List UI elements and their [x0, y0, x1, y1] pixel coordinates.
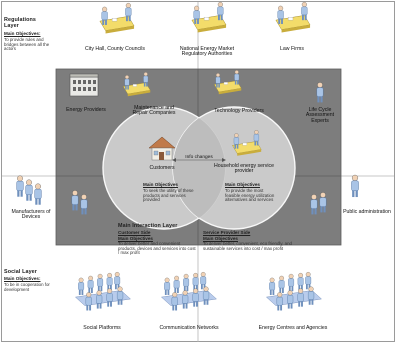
actor-maintenance: Maintenance and Repair Companies: [132, 105, 176, 117]
circle-right-objectives-heading: Main Objectives: [225, 182, 260, 187]
group-energy-centres: Energy Centres and Agencies: [258, 325, 328, 331]
actor-technology-providers: Technology Providers: [214, 108, 264, 114]
regulations-objectives-heading: Main Objectives:: [4, 31, 41, 36]
customer-side-title: Customer Side: [118, 230, 151, 235]
customer-side-heading: Main Objectives: [118, 236, 153, 241]
regulations-objectives-text: To provide rules and bridges between all the actors: [4, 37, 50, 52]
household-provider-label: Household energy service provider: [214, 163, 274, 175]
provider-side-text: To deliver better, convenient, eco friendly, and sustainable services into cost / max profit: [203, 241, 293, 251]
actor-energy-regulators: National Energy Market Regulatory Authorities: [179, 46, 235, 58]
actor-law-firms: Law Firms: [280, 46, 304, 52]
provider-side-heading: Main Objectives: [203, 236, 238, 241]
info-changes-label: Info changes: [185, 155, 213, 160]
provider-side-title: Service Provider Side: [203, 230, 251, 235]
interaction-layer-title: Main Interaction Layer: [118, 223, 178, 229]
actor-energy-providers: Energy Providers: [66, 107, 106, 113]
actor-lca-experts: Life Cycle Assessment Experts: [305, 107, 335, 124]
regulations-title-line1: Regulations: [4, 17, 36, 23]
social-objectives-heading: Main Objectives:: [4, 276, 41, 281]
customer-side-text: To deliver better and convenient products, devices and services into cost / max profit: [118, 241, 196, 256]
actor-city-hall: City Hall, County Councils: [85, 46, 145, 52]
customers-label: Customers: [149, 165, 175, 171]
circle-left-objectives-heading: Main Objectives: [143, 182, 178, 187]
group-social-platforms: Social Platforms: [83, 325, 121, 331]
circle-left-objectives-text: To seek the utility of these products and services provided: [143, 188, 194, 203]
actor-public-administration: Public administration: [343, 209, 391, 215]
group-communication-networks: Communication Networks: [159, 325, 219, 331]
regulations-title-line2: Layer: [4, 22, 19, 29]
social-objectives-text: To be in cooperation for development: [4, 282, 50, 292]
social-layer-title: Social Layer: [4, 269, 37, 275]
circle-right-objectives-text: To provide the most feasible energy utilization alternatives and services: [225, 188, 275, 203]
actor-manufacturers: Manufacturers of Devices: [11, 209, 51, 221]
regulations-layer-title: [4, 18, 36, 29]
